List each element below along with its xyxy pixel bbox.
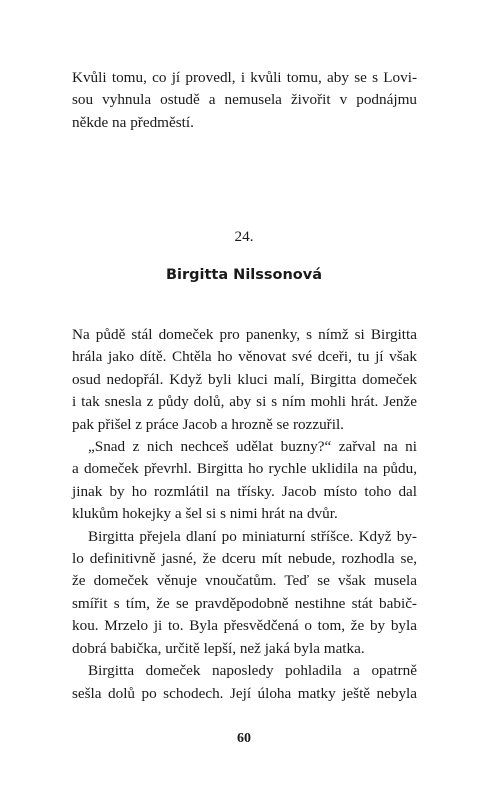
text-line: osud nedopřál. Když byli kluci malí, Birgitta domeček [72, 370, 417, 388]
text-line: klukům hokejky a šel si s nimi hrát na dvůr. [72, 505, 338, 523]
text-line: hrála jako dítě. Chtěla ho věnovat své dceři, tu jí však [72, 348, 417, 366]
text-line: lo definitivně jasné, že dceru mít nebude, rozhodla se, [72, 550, 417, 568]
chapter-body [72, 324, 417, 705]
chapter-number: 24. [234, 228, 254, 245]
text-line: někde na předměstí. [72, 113, 194, 131]
text-line: že domeček věnuje vnoučatům. Teď se však musela [72, 572, 417, 590]
text-line: Birgitta přejela dlaní po miniaturní stříšce. Když by- [88, 527, 417, 545]
text-line: sou vyhnula ostudě a nemusela živořit v podnájmu [72, 91, 417, 109]
page-number: 60 [237, 731, 251, 746]
text-line: pak přišel z práce Jacob a hrozně se rozzuřil. [72, 415, 344, 433]
text-line: sešla dolů po schodech. Její úloha matky ještě nebyla [72, 684, 417, 702]
intro-paragraph [72, 67, 417, 134]
text-line: smířit s tím, že se pravděpodobně nestihne stát babič- [72, 594, 417, 612]
text-line: i tak snesla z půdy dolů, aby si s ním mohli hrát. Jenže [72, 393, 417, 411]
text-line: kou. Mrzelo ji to. Byla přesvědčená o tom, že by byla [72, 617, 417, 635]
text-line: jinak by ho rozmlátil na třísky. Jacob místo toho dal [72, 482, 417, 500]
text-line: Na půdě stál domeček pro panenky, s nímž si Birgitta [72, 326, 417, 343]
text-line: dobrá babička, určitě lepší, než jaká byla matka. [72, 639, 365, 657]
text-line: Birgitta domeček naposledy pohladila a opatrně [88, 662, 417, 680]
text-line: „Snad z nich nechceš udělat buzny?“ zařval na ni [88, 438, 417, 456]
chapter-title: Birgitta Nilssonová [165, 267, 323, 283]
text-line: a domeček převrhl. Birgitta ho rychle uklidila na půdu, [72, 460, 417, 478]
text-line: Kvůli tomu, co jí provedl, i kvůli tomu, aby se s Lovi- [72, 69, 417, 86]
